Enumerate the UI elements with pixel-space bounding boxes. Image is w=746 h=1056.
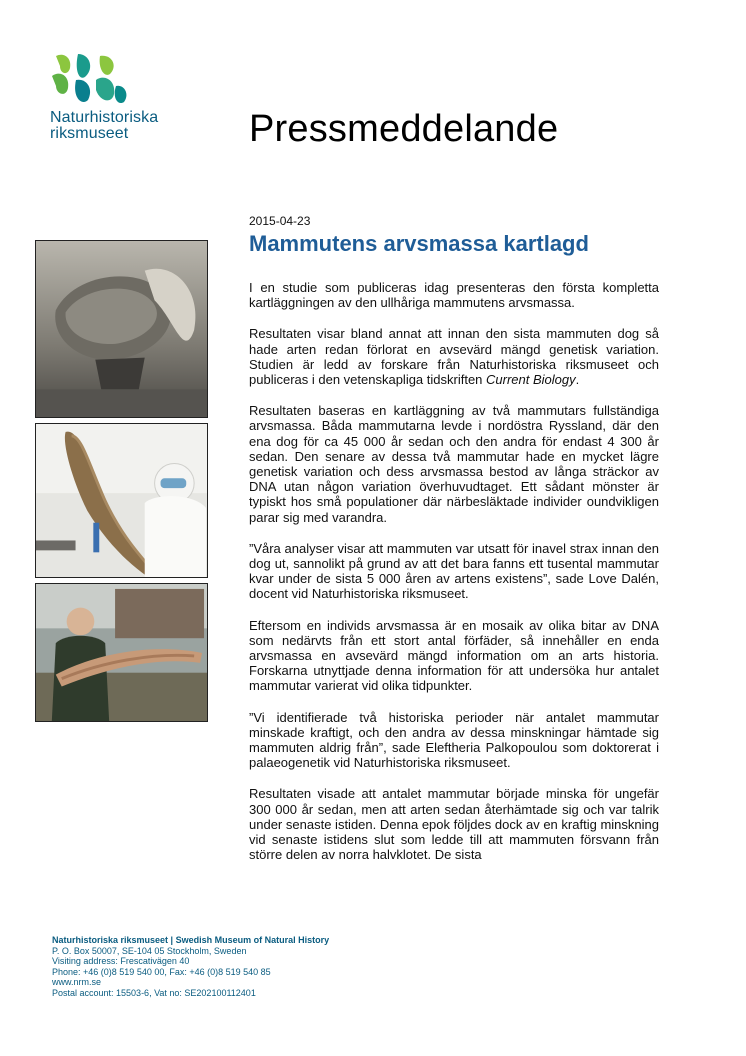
logo-text-line1: Naturhistoriska (50, 109, 159, 126)
article-body (249, 280, 659, 879)
paragraph-6-quote: ”Vi identifierade två historiska perioder när antalet mammutar minskade kraftigt, och den andra av dessa minskningar hämtade sig mammuten aldrig från”, sade Eleftheria Palkopoulou som doktorerat i palaeogenetik vid Naturhistoriska riksmuseet. (249, 709, 659, 771)
paragraph-4-quote: ”Våra analyser visar att mammuten var utsatt för inavel strax innan den dog ut, sannolikt på grund av att det bara fanns ett tusental mammutar kvar under de sista 5 000 åren av artens existens”, sade Love Dalén, docent vid Naturhistoriska riksmuseet. (249, 540, 659, 602)
footer-phone: Phone: +46 (0)8 519 540 00, Fax: +46 (0)8 519 540 85 (52, 966, 271, 977)
paragraph-2-end: . (575, 372, 580, 388)
mammoth-tusk-lab-photo (35, 423, 208, 578)
footer-organization: Naturhistoriska riksmuseet | Swedish Museum of Natural History (52, 935, 330, 945)
footer-postal-account: Postal account: 15503-6, Vat no: SE202100112401 (52, 987, 256, 998)
paragraph-7: Resultaten visade att antalet mammutar började minska för ungefär 300 000 år sedan, men att arten sedan återhämtade sig och var talrik under senaste istiden. Denna epok följdes dock av en kraftig minskning vid senaste istidens slut som ledde till att mammuten försvann från större delen av norra halvklotet. De sista (249, 786, 659, 863)
researcher-with-tusk-photo (35, 583, 208, 722)
footer-contact (52, 935, 329, 998)
document-type-title: Pressmeddelande (249, 108, 559, 150)
article-headline: Mammutens arvsmassa kartlagd (249, 231, 589, 256)
release-date: 2015-04-23 (249, 214, 311, 228)
logo (50, 50, 170, 142)
logo-text-line2: riksmuseet (50, 125, 129, 142)
footer-address: P. O. Box 50007, SE-104 05 Stockholm, Sweden (52, 945, 247, 956)
paragraph-3: Resultaten baseras en kartläggning av två mammutars fullständiga arvsmassa. Båda mammutarna levde i nordöstra Ryssland, där den ena dog för ca 45 000 år sedan och den andra för endast 4 300 år sedan. Den senare av dessa två mammutar hade en mycket lägre genetisk variation och dess arvsmassa bestod av långa sträckor av DNA utan någon variation överhuvudtaget. Ett sådant mönster är typiskt hos små populationer där närbesläktade individer oundvikligen parar sig med varandra. (249, 403, 659, 525)
paragraph-1: I en studie som publiceras idag presenteras den första kompletta kartläggningen av den ullhåriga mammutens arvsmassa. (249, 280, 659, 311)
mammoth-tooth-photo (35, 240, 208, 418)
journal-name: Current Biology (486, 372, 576, 388)
paragraph-5: Eftersom en individs arvsmassa är en mosaik av olika bitar av DNA som nedärvts från ett stort antal förfäder, så innehåller en enda arvsmassa en avsevärd mängd information om an arts historia. Forskarna utnyttjade denna information för att undersöka hur antalet mammutar varierat vid olika tidpunkter. (249, 617, 659, 694)
paragraph-2-text: Resultaten visar bland annat att innan den sista mammuten dog så hade arten redan förlorat en avsevärd mängd genetisk variation. Studien är ledd av forskare från Naturhistoriska riksmuseet och publiceras i den vetenskapliga tidskriften (249, 326, 659, 388)
footer-visiting-address: Visiting address: Frescativägen 40 (52, 956, 190, 966)
paragraph-2 (249, 326, 659, 387)
footer-website: www.nrm.se (52, 977, 102, 987)
museum-logo-mark (50, 50, 130, 106)
